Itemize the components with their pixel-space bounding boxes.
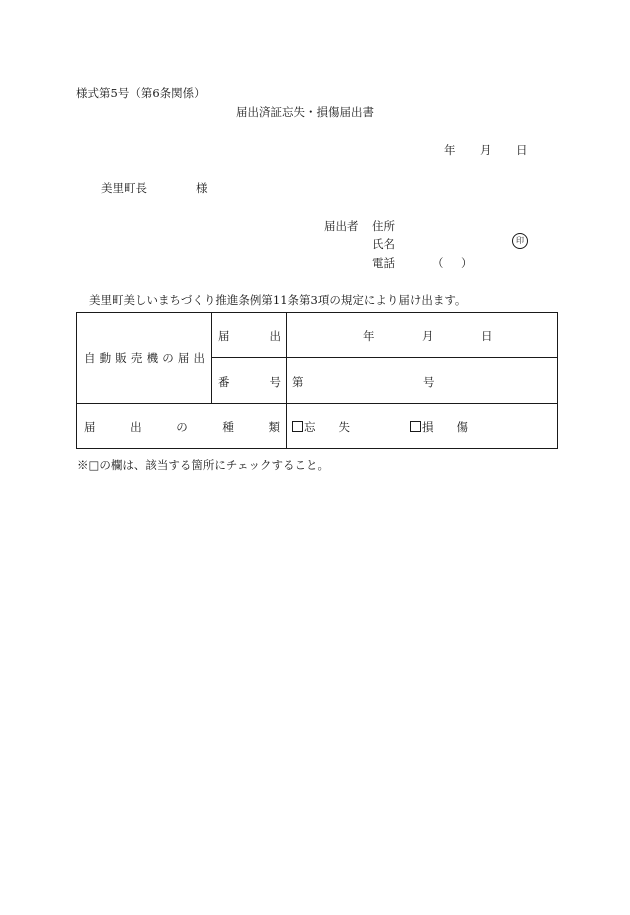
label-char: 届 [218,329,230,343]
footnote: ※□の欄は、該当する箇所にチェックすること。 [77,458,330,472]
label-char: 号 [269,375,281,389]
notification-type-label [84,419,280,435]
option-damaged[interactable] [410,419,468,435]
option-first-char: 損 [410,419,434,435]
label-char: 出 [130,420,142,434]
table-border-bottom [76,448,558,449]
table-border-top [76,312,558,313]
label-char: 番 [218,375,230,389]
phone-label: 電話 [372,256,395,270]
date-year: 年 [444,143,456,157]
label-char: 機 [146,351,159,365]
row1-year: 年 [363,329,375,343]
label-char: の [162,351,174,365]
label-char: 動 [99,351,112,365]
document-title: 届出済証忘失・損傷届出書 [236,105,374,119]
label-char: 販 [115,351,127,365]
label-char: 出 [193,351,205,365]
label-char: 自 [84,351,96,365]
label-char: の [176,420,188,434]
form-table [76,312,558,449]
row1-month: 月 [422,329,434,343]
date-month: 月 [480,143,492,157]
phone-paren-open: （ [432,256,444,270]
applicant-label: 届出者 [324,219,359,233]
table-divider-value [286,312,287,449]
option-lost[interactable] [292,419,350,435]
vending-machine-notification-label [84,350,205,366]
label-char: 売 [130,351,143,365]
seal-mark: 印 [512,233,528,249]
label-char: 種 [222,420,234,434]
checkbox[interactable] [410,421,421,432]
table-divider-row1 [211,357,558,358]
label-char: 届 [84,420,96,434]
table-border-left [76,312,77,449]
label-char: 類 [268,420,280,434]
table-divider-row2 [76,403,558,404]
recipient-name: 美里町長 [101,181,147,195]
row-number-label [218,374,281,390]
recipient-suffix: 様 [196,181,208,195]
label-char: 傷 [456,420,468,434]
statement-text: 美里町美しいまちづくり推進条例第11条第3項の規定により届け出ます。 [89,293,467,307]
label-char: 失 [338,420,350,434]
phone-paren-close: ） [461,256,473,270]
name-label: 氏名 [372,237,395,251]
row1-day: 日 [481,329,493,343]
label-char: 出 [269,329,281,343]
row2-suffix: 号 [423,375,435,389]
table-border-right [557,312,558,449]
option-first-char: 忘 [292,419,316,435]
form-number: 様式第5号（第6条関係） [76,86,206,100]
label-char: 届 [177,351,190,365]
row-notification-label [218,328,281,344]
row2-prefix: 第 [292,375,304,389]
checkbox[interactable] [292,421,303,432]
address-label: 住所 [372,219,395,233]
date-day: 日 [516,143,528,157]
